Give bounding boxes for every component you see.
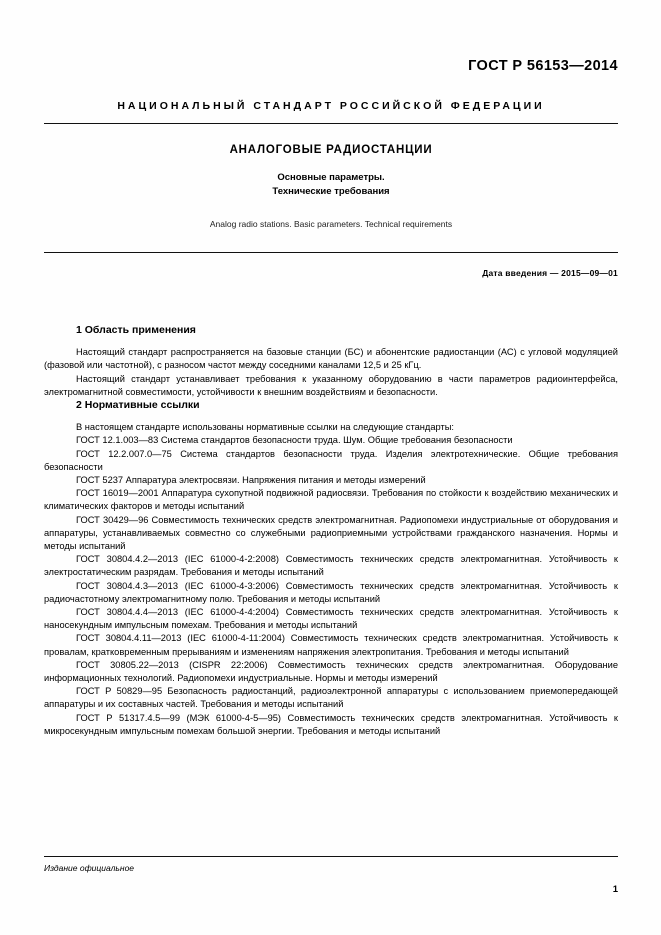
reference-item: ГОСТ 30804.4.4—2013 (IEC 61000-4-4:2004) Совместимость технических средств электромагнитная. Устойчивость к наносекундным импульсным помехам. Требования и методы испытаний bbox=[44, 607, 618, 631]
document-subtitle-line1: Основные параметры. bbox=[277, 172, 385, 183]
reference-item: ГОСТ 12.2.007.0—75 Система стандартов безопасности труда. Изделия электротехнические. Общие требования безопасности bbox=[44, 448, 618, 472]
page-number: 1 bbox=[612, 884, 618, 895]
header-divider-top bbox=[44, 123, 618, 124]
reference-item: ГОСТ 16019—2001 Аппаратура сухопутной подвижной радиосвязи. Требования по стойкости к воздействию механических и климатических факторов и методы испытаний bbox=[44, 488, 618, 512]
reference-item: ГОСТ 30429—96 Совместимость технических средств электромагнитная. Радиопомехи индустриальные от оборудования и аппаратуры, устанавливаемых совместно со служебными радиоприемными устройствами гражданского назначения. Нормы и методы испытаний bbox=[44, 514, 618, 552]
effective-date: Дата введения — 2015—09—01 bbox=[482, 268, 618, 278]
reference-item: ГОСТ Р 50829—95 Безопасность радиостанций, радиоэлектронной аппаратуры с использованием приемопередающей аппаратуры и их составных частей. Требования и методы испытаний bbox=[44, 686, 618, 710]
edition-note: Издание официальное bbox=[44, 863, 135, 873]
document-subtitle bbox=[44, 171, 618, 199]
document-title-english: Analog radio stations. Basic parameters. Technical requirements bbox=[209, 219, 453, 229]
reference-item: ГОСТ 30805.22—2013 (CISPR 22:2006) Совместимость технических средств электромагнитная. Оборудование информационных технологий. Радиопомехи индустриальные. Нормы и методы измерений bbox=[44, 659, 618, 684]
national-standard-caption: НАЦИОНАЛЬНЫЙ СТАНДАРТ РОССИЙСКОЙ ФЕДЕРАЦИИ bbox=[117, 100, 545, 112]
reference-item: ГОСТ Р 51317.4.5—99 (МЭК 61000-4-5—95) Совместимость технических средств электромагнитная. Устойчивость к микросекундным импульсным помехам большой энергии. Требования и методы испытаний bbox=[44, 712, 618, 736]
reference-item: ГОСТ 12.1.003—83 Система стандартов безопасности труда. Шум. Общие требования безопасности bbox=[76, 435, 513, 446]
normative-reference-list bbox=[44, 434, 618, 738]
section-1-heading: 1 Область применения bbox=[76, 324, 196, 336]
header-divider-bottom bbox=[44, 252, 618, 253]
section-1-paragraph-1: Настоящий стандарт распространяется на базовые станции (БС) и абонентские радиостанции (АС) с угловой модуляцией (фазовой или частотной), с разносом частот между соседними каналами 12,5 и 25 кГц. bbox=[44, 347, 618, 371]
document-body bbox=[44, 324, 618, 738]
document-title: АНАЛОГОВЫЕ РАДИОСТАНЦИИ bbox=[229, 144, 433, 156]
reference-item: ГОСТ 30804.4.2—2013 (IEC 61000-4-2:2008) Совместимость технических средств электромагнитная. Устойчивость к электростатическим разрядам. Требования и методы испытаний bbox=[44, 554, 618, 578]
section-1-paragraph-2: Настоящий стандарт устанавливает требования к указанному оборудованию в части параметров радиоинтерфейса, электромагнитной совместимости, устойчивости к внешним воздействиям и безопасности. bbox=[44, 373, 618, 397]
page-content bbox=[44, 0, 618, 738]
section-2-heading: 2 Нормативные ссылки bbox=[76, 399, 200, 412]
reference-item: ГОСТ 5237 Аппаратура электросвязи. Напряжения питания и методы измерений bbox=[76, 475, 426, 486]
document-subtitle-line2: Технические требования bbox=[272, 186, 390, 197]
footer-divider bbox=[44, 856, 618, 857]
section-2-paragraph-1: В настоящем стандарте использованы нормативные ссылки на следующие стандарты: bbox=[76, 422, 455, 433]
page-footer bbox=[44, 856, 618, 895]
reference-item: ГОСТ 30804.4.3—2013 (IEC 61000-4-3:2006) Совместимость технических средств электромагнитная. Устойчивость к радиочастотному электромагнитному полю. Требования и методы испытаний bbox=[44, 580, 618, 604]
standard-number: ГОСТ Р 56153—2014 bbox=[468, 58, 618, 74]
reference-item: ГОСТ 30804.4.11—2013 (IEC 61000-4-11:2004) Совместимость технических средств электромагнитная. Устойчивость к провалам, кратковременным прерываниям и изменениям напряжения электропитания. Требования и методы испытаний bbox=[44, 633, 618, 657]
